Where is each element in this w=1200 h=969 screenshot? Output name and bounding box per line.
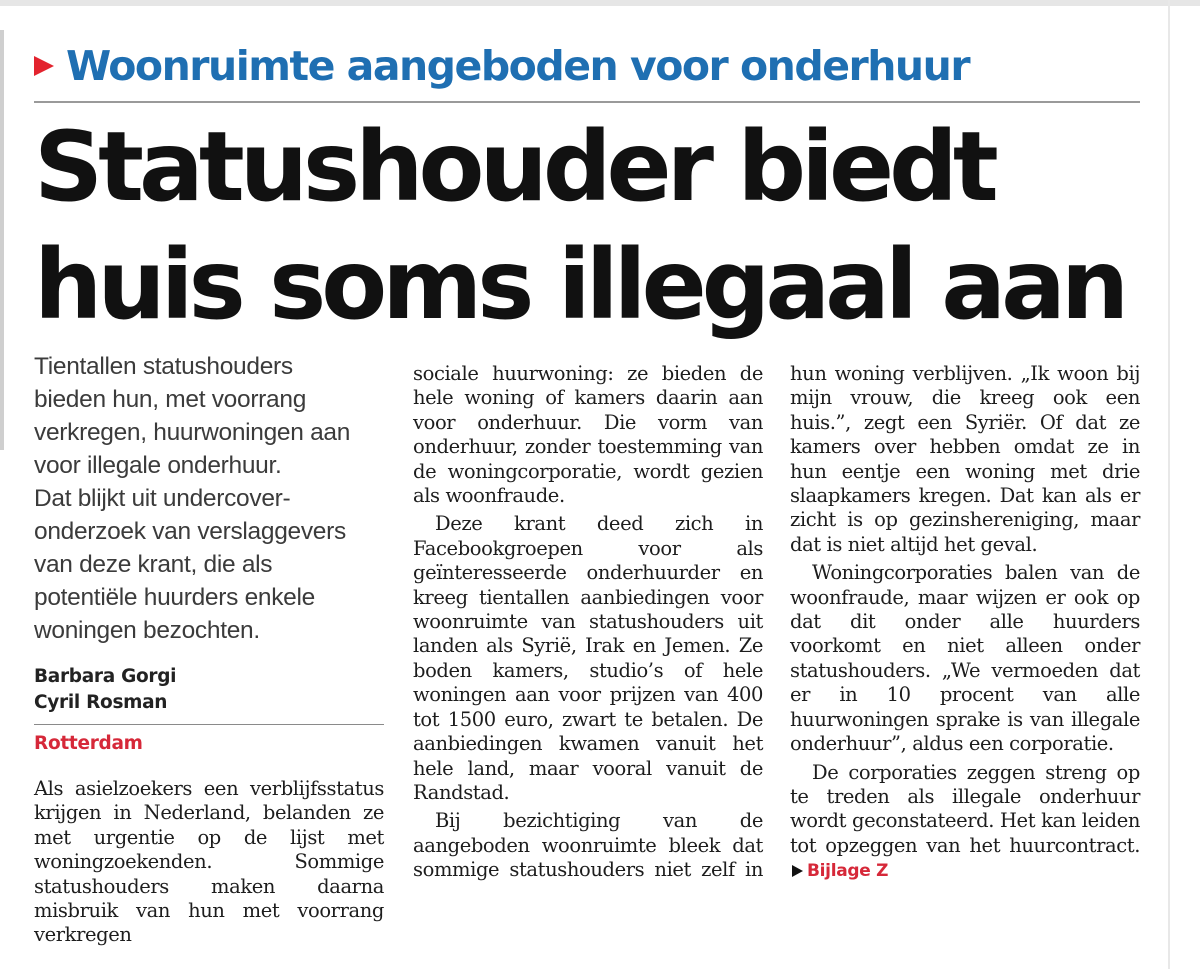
left-border: [0, 30, 4, 450]
body-paragraph: Deze krant deed zich in Facebookgroepen voor als geïnteresseerde onderhuurder en kreeg tientallen aanbiedingen voor woonruimte van statushouders uit landen als Syrië, Irak en Jemen. Ze boden kamers, studio’s of hele woningen aan voor prijzen van 400 tot 1500 euro, zwart te betalen. De aanbiedingen kwamen vanuit het hele land, maar vooral vanuit de Randstad.: [413, 512, 763, 804]
right-border: [1168, 0, 1170, 969]
kicker: [34, 36, 1144, 96]
top-border: [0, 0, 1200, 6]
page-reference-label: Bijlage Z: [807, 861, 889, 882]
byline: [34, 664, 384, 716]
dateline-location: Rotterdam: [34, 733, 143, 754]
lead-line: bieden hun, met voorrang: [34, 386, 307, 413]
lead-line: voor illegale onderhuur.: [34, 452, 282, 479]
body-paragraph: sociale huurwoning: ze bieden de hele woning of kamers daarin aan voor onderhuur. Die vorm van onderhuur, zonder toestemming van de woningcorporatie, wordt gezien als woonfraude.: [413, 362, 763, 508]
headline-line-2: huis soms illegaal aan: [34, 229, 1125, 341]
headline: [34, 108, 1164, 344]
arrow-right-icon: [792, 865, 803, 877]
lead-line: verkregen, huurwoningen aan: [34, 419, 351, 446]
author-1: Barbara Gorgi: [34, 666, 177, 687]
article-column-3: [790, 362, 1140, 884]
headline-line-1: Statushouder biedt: [34, 111, 994, 223]
body-paragraph: Bij bezichtiging van de aangeboden woonruimte bleek dat sommige statushouders niet zelf in: [413, 809, 763, 882]
author-2: Cyril Rosman: [34, 692, 168, 713]
lead-line: Tientallen statushouders: [34, 353, 293, 380]
body-paragraph-text: De corporaties zeggen streng op te treden als illegale onderhuur wordt geconstateerd. Het kan leiden tot opzeggen van het huurcontract.: [790, 760, 1140, 857]
lead-line: woningen bezochten.: [34, 617, 260, 644]
body-paragraph: Woningcorporaties balen van de woonfraude, maar wijzen er ook op dat dit onder alle huurders voorkomt en niet alleen onder statushouders. „We vermoeden dat er in 10 procent van alle huurwoningen sprake is van illegale onderhuur”, aldus een corporatie.: [790, 561, 1140, 756]
lead-line: Dat blijkt uit undercover-: [34, 485, 291, 512]
kicker-text: Woonruimte aangeboden voor onderhuur: [66, 42, 970, 90]
body-paragraph: Als asielzoekers een verblijfsstatus krijgen in Nederland, belanden ze met urgentie op de lijst met woningzoekenden. Sommige statushouders maken daarna misbruik van hun met voorrang verkregen: [34, 777, 384, 947]
lead-line: van deze krant, die als: [34, 551, 273, 578]
lead-line: onderzoek van verslaggevers: [34, 518, 346, 545]
body-paragraph: [790, 761, 1140, 884]
article-column-2: [413, 362, 763, 883]
body-paragraph: hun woning verblijven. „Ik woon bij mijn vrouw, die kreeg ook een huis.”, zegt een Syriër. Of dat ze kamers over hebben omdat ze in hun eentje een woning met drie slaapkamers kregen. Dat kan als er zicht is op gezinshereniging, maar dat is niet altijd het geval.: [790, 362, 1140, 556]
lead-paragraph: [34, 350, 384, 647]
lead-line: potentiële huurders enkele: [34, 584, 315, 611]
article-column-1: [34, 777, 384, 948]
kicker-divider: [34, 101, 1140, 103]
page-reference[interactable]: [790, 861, 888, 881]
kicker-marker-icon: [34, 56, 54, 76]
byline-divider: [34, 724, 384, 725]
